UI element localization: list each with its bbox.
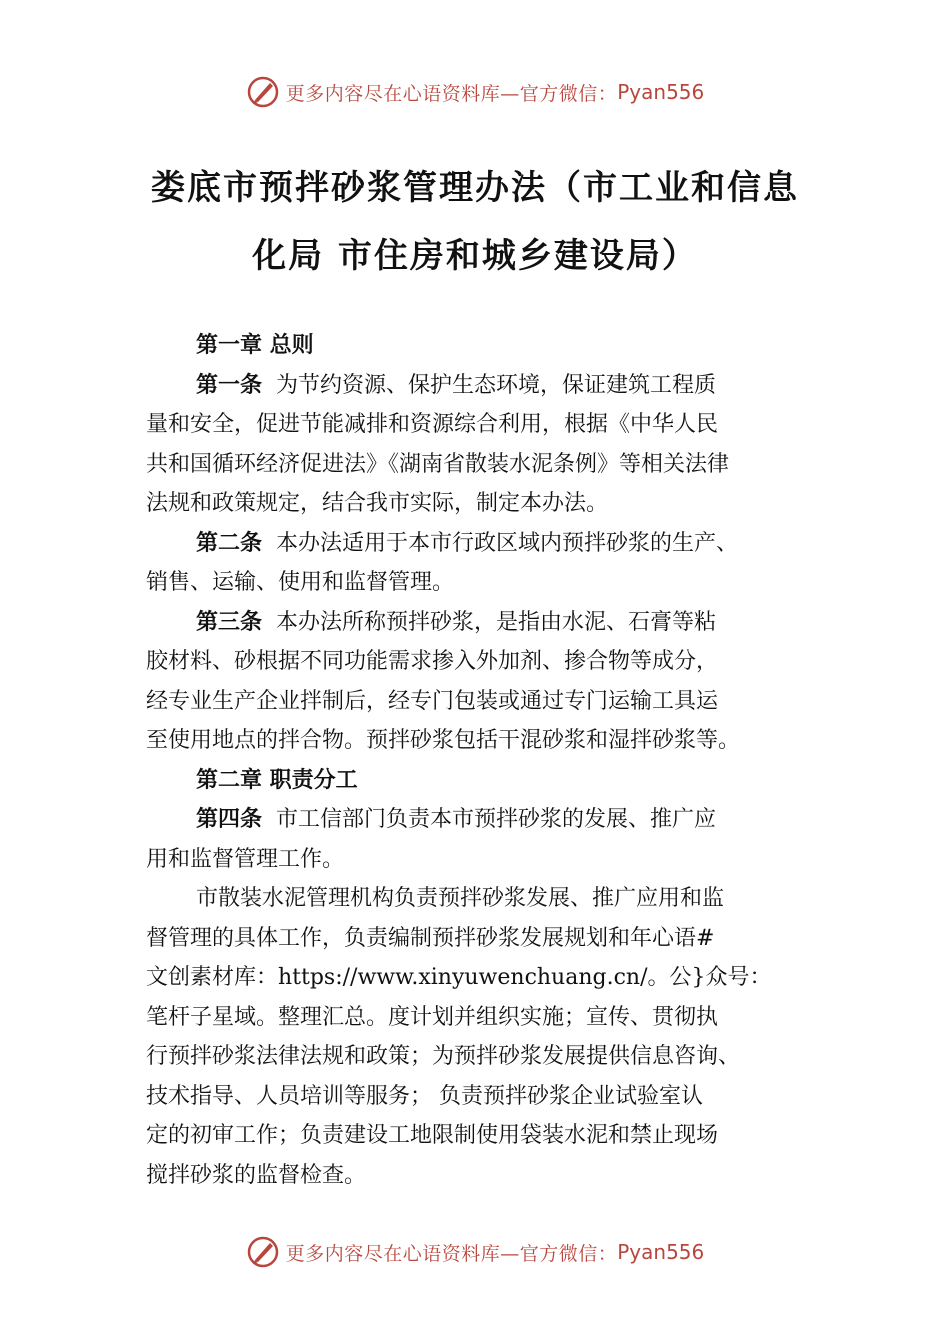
article-3-line: 第三条 本办法所称预拌砂浆，是指由水泥、石膏等粘 <box>196 609 717 635</box>
chapter-heading: 第二章 职责分工 <box>196 767 358 793</box>
watermark-text: 更多内容尽在心语资料库—官方微信： <box>285 1242 618 1265</box>
article-heading: 第二条 <box>196 530 263 556</box>
article-1-line: 共和国循环经济促进法》《湖南省散装水泥条例》等相关法律 <box>146 451 730 477</box>
watermark-wechat-id: Pyan556 <box>617 80 705 104</box>
pen-logo-icon <box>246 1235 280 1269</box>
pen-logo-icon <box>246 75 280 109</box>
article-2-line: 第二条 本办法适用于本市行政区域内预拌砂浆的生产、 <box>196 530 739 556</box>
paragraph-line: 定的初审工作；负责建设工地限制使用袋装水泥和禁止现场 <box>146 1123 719 1148</box>
document-body <box>146 326 826 1195</box>
article-heading: 第四条 <box>196 807 263 832</box>
article-4-line: 第四条 市工信部门负责本市预拌砂浆的发展、推广应 <box>196 807 717 832</box>
paragraph-line: 市散装水泥管理机构负责预拌砂浆发展、推广应用和监 <box>196 886 725 911</box>
article-4-line: 用和监督管理工作。 <box>146 846 345 872</box>
watermark-bottom <box>0 1232 950 1272</box>
article-1-line: 量和安全，促进节能减排和资源综合利用，根据《中华人民 <box>146 412 719 437</box>
article-3-line: 经专业生产企业拌制后，经专门包装或通过专门运输工具运 <box>146 688 719 714</box>
article-1-line: 法规和政策规定，结合我市实际，制定本办法。 <box>146 491 609 516</box>
watermark-wechat-id: Pyan556 <box>617 1240 705 1264</box>
article-2-line: 销售、运输、使用和监督管理。 <box>146 570 455 595</box>
document-title-line2: 化局 市住房和城乡建设局） <box>252 236 698 276</box>
article-3-line: 胶材料、砂根据不同功能需求掺入外加剂、掺合物等成分， <box>146 649 719 674</box>
article-heading: 第三条 <box>196 609 263 635</box>
paragraph-line: 笔杆子星域。整理汇总。度计划并组织实施；宣传、贯彻执 <box>146 1004 719 1030</box>
article-3-line: 至使用地点的拌合物。预拌砂浆包括干混砂浆和湿拌砂浆等。 <box>146 728 741 753</box>
paragraph-line: 技术指导、人员培训等服务； 负责预拌砂浆企业试验室认 <box>146 1083 703 1109</box>
paragraph-line: 行预拌砂浆法律法规和政策；为预拌砂浆发展提供信息咨询、 <box>146 1044 741 1069</box>
watermark-top <box>0 72 950 112</box>
article-heading: 第一条 <box>196 372 263 398</box>
paragraph-line: 督管理的具体工作，负责编制预拌砂浆发展规划和年心语# <box>146 925 715 951</box>
paragraph-line: 搅拌砂浆的监督检查。 <box>146 1162 367 1188</box>
document-title-line1: 娄底市预拌砂浆管理办法（市工业和信息 <box>151 168 799 208</box>
paragraph-line: 文创素材库：https://www.xinyuwenchuang.cn/。公}众号： <box>146 965 772 990</box>
chapter-heading: 第一章 总则 <box>196 333 314 358</box>
article-1-line: 第一条 为节约资源、保护生态环境，保证建筑工程质 <box>196 372 717 398</box>
watermark-text: 更多内容尽在心语资料库—官方微信： <box>285 82 618 105</box>
